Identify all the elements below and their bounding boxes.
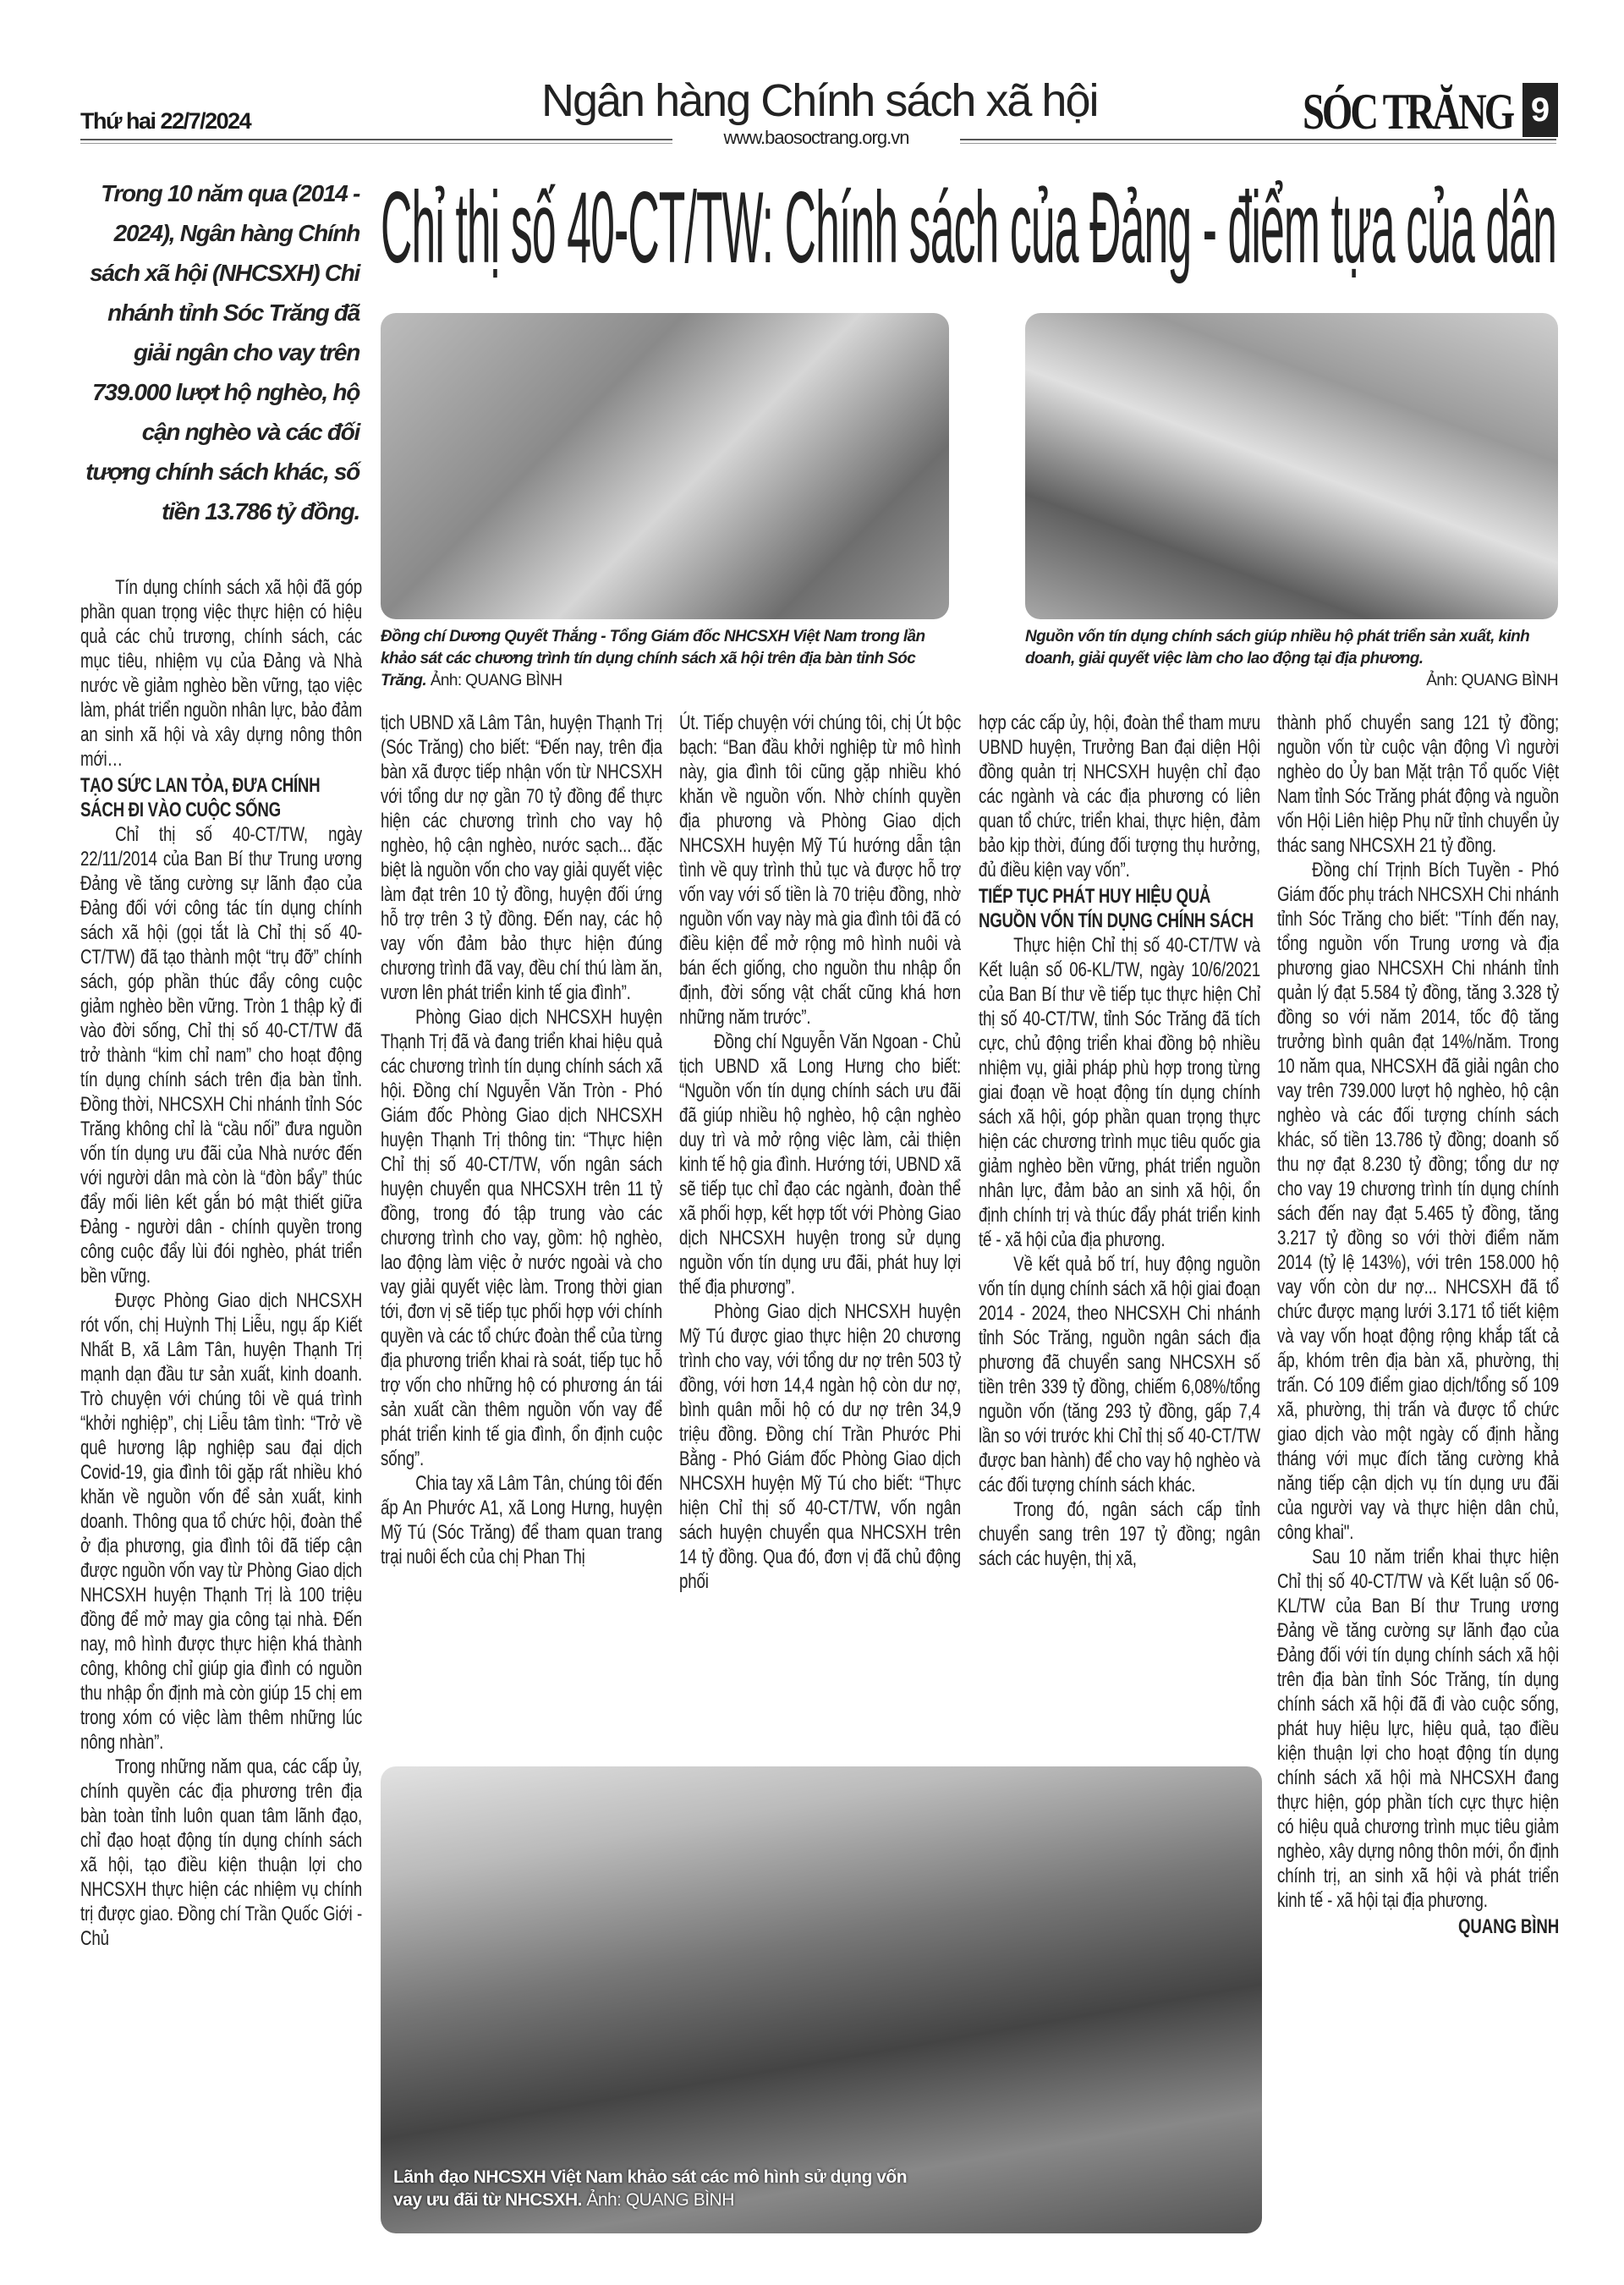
paragraph: Chỉ thị số 40-CT/TW, ngày 22/11/2014 của Ban Bí thư Trung ương Đảng về tăng cường sự lãnh đạo của Đảng đối với công tác tín dụng chính sách xã hội (gọi tắt là Chỉ thị số 40-CT/TW) đã tạo thành một “trụ đỡ” chính sách, góp phần thúc đẩy công cuộc giảm nghèo bền vững. Tròn 1 thập kỷ đi vào đời sống, Chỉ thị số 40-CT/TW đã trở thành “kim chỉ nam” cho hoạt động tín dụng chính sách trên địa bàn tỉnh. Đồng thời, NHCSXH Chi nhánh tỉnh Sóc Trăng không chỉ là “cầu nối” đưa nguồn vốn tín dụng ưu đãi của Nhà nước đến với người dân mà còn là “đòn bẩy” thúc đẩy mối liên kết gắn bó mật thiết giữa Đảng - người dân - chính quyền trong công cuộc đẩy lùi đói nghèo, phát triển bền vững. [80, 823, 362, 1288]
paragraph: Trong đó, ngân sách cấp tỉnh chuyển sang trên 197 tỷ đồng; ngân sách các huyện, thị xã, [979, 1498, 1260, 1570]
photo-meeting [381, 313, 949, 619]
photo-frog-farm-visit [381, 1766, 1262, 2233]
paragraph: tịch UBND xã Lâm Tân, huyện Thạnh Trị (Sóc Trăng) cho biết: “Đến nay, trên địa bàn xã được tiếp nhận vốn từ NHCSXH với tổng dư nợ gần 70 tỷ đồng để thực hiện các chương trình cho vay hộ nghèo, hộ cận nghèo, nước sạch... đặc biệt là nguồn vốn cho vay giải quyết việc làm đạt trên 10 tỷ đồng, huyện đối ứng hỗ trợ trên 3 tỷ đồng. Đến nay, các hộ vay vốn đảm bảo thực hiện đúng chương trình đã vay, đều chí thú làm ăn, vươn lên phát triển kinh tế gia đình”. [381, 711, 662, 1004]
author-byline: QUANG BÌNH [1457, 1915, 1559, 1938]
article-column-5 [1277, 711, 1559, 2276]
photo-credit: Ảnh: QUANG BÌNH [1426, 672, 1558, 689]
photo-credit: Ảnh: QUANG BÌNH [586, 2190, 734, 2210]
paragraph: Về kết quả bố trí, huy động nguồn vốn tín dụng chính sách xã hội giai đoạn 2014 - 2024, theo NHCSXH Chi nhánh tỉnh Sóc Trăng, nguồn ngân sách địa phương đã chuyển sang NHCSXH số tiền trên 339 tỷ đồng, chiếm 6,08%/tổng nguồn vốn (tăng 293 tỷ đồng, gấp 7,4 lần so với trước khi Chỉ thị số 40-CT/TW được ban hành) để cho vay hộ nghèo và các đối tượng chính sách khác. [979, 1253, 1260, 1497]
column-text [1277, 711, 1559, 1939]
article-column-4 [979, 711, 1260, 1763]
paragraph: Phòng Giao dịch NHCSXH huyện Thạnh Trị đã và đang triển khai hiệu quả các chương trình tín dụng chính sách xã hội. Đồng chí Nguyễn Văn Tròn - Phó Giám đốc Phòng Giao dịch NHCSXH huyện Thạnh Trị thông tin: “Thực hiện Chỉ thị số 40-CT/TW, vốn ngân sách huyện chuyển qua NHCSXH trên 11 tỷ đồng, trong đó tập trung vào các chương trình cho vay, gồm: hộ nghèo, lao động làm việc ở nước ngoài và cho vay giải quyết việc làm. Trong thời gian tới, đơn vị sẽ tiếp tục phối hợp với chính quyền và các tổ chức đoàn thể của từng địa phương triển khai rà soát, tiếp tục hỗ trợ vốn cho những hộ có phương án tái sản xuất cần thêm nguồn vốn vay để phát triển kinh tế gia đình, ổn định cuộc sống”. [381, 1006, 662, 1470]
article-title-wrap [381, 169, 1556, 288]
paragraph: Út. Tiếp chuyện với chúng tôi, chị Út bộc bạch: “Ban đầu khởi nghiệp từ mô hình này, gia đình tôi cũng gặp nhiều khó khăn về nguồn vốn. Nhờ chính quyền địa phương và Phòng Giao dịch NHCSXH huyện Mỹ Tú hướng dẫn tận tình về quy trình thủ tục và được hỗ trợ vốn vay với số tiền là 70 triệu đồng, nhờ nguồn vốn vay này mà gia đình tôi đã có điều kiện để mở rộng mô hình nuôi và bán ếch giống, cho nguồn thu nhập ổn định, đời sống vật chất cũng khá hơn những năm trước”. [679, 711, 961, 1029]
photo-loan-disbursement [1025, 313, 1558, 619]
paragraph: Đồng chí Nguyễn Văn Ngoan - Chủ tịch UBND xã Long Hưng cho biết: “Nguồn vốn tín dụng chính sách ưu đãi đã giúp nhiều hộ nghèo, hộ cận nghèo duy trì và mở rộng việc làm, cải thiện kinh tế hộ gia đình. Hướng tới, UBND xã sẽ tiếp tục chỉ đạo các ngành, đoàn thể xã phối hợp, kết hợp tốt với Phòng Giao dịch NHCSXH huyện trong sử dụng nguồn vốn tín dụng ưu đãi, phát huy lợi thế địa phương”. [679, 1030, 961, 1299]
paragraph: Phòng Giao dịch NHCSXH huyện Mỹ Tú được giao thực hiện 20 chương trình cho vay, với tổng dư nợ trên 503 tỷ đồng, với hơn 14,4 ngàn hộ còn dư nợ, bình quân mỗi hộ có dư nợ trên 34,9 triệu đồng. Đồng chí Trần Phước Phi Bằng - Phó Giám đốc Phòng Giao dịch NHCSXH huyện Mỹ Tú cho biết: “Thực hiện Chỉ thị số 40-CT/TW, vốn ngân sách huyện chuyển qua NHCSXH trên 14 tỷ đồng. Qua đó, đơn vị đã chủ động phối [679, 1300, 961, 1593]
paragraph: Đồng chí Trịnh Bích Tuyền - Phó Giám đốc phụ trách NHCSXH Chi nhánh tỉnh Sóc Trăng cho biết: "Tính đến nay, tổng nguồn vốn Trung ương và địa phương giao NHCSXH Chi nhánh tỉnh quản lý đạt 5.584 tỷ đồng, tăng 3.328 tỷ đồng so với năm 2014, tốc độ tăng trưởng bình quân đạt 14%/năm. Trong 10 năm qua, NHCSXH đã giải ngân cho vay trên 739.000 lượt hộ nghèo, hộ cận nghèo và các đối tượng chính sách khác, số tiền 13.786 tỷ đồng; doanh số thu nợ đạt 8.230 tỷ đồng; tổng dư nợ cho vay 19 chương trình tín dụng chính sách đến nay đạt 5.465 tỷ đồng, tăng 3.217 tỷ đồng so với thời điểm năm 2014 (tỷ lệ 143%), với trên 158.000 hộ vay vốn còn dư nợ... NHCSXH đã tổ chức được mạng lưới 3.171 tổ tiết kiệm và vay vốn hoạt động rộng khắp tất cả ấp, khóm trên địa bàn xã, phường, thị trấn. Có 109 điểm giao dịch/tổng số 109 xã, phường, thị trấn và được tổ chức giao dịch vào một ngày cố định hằng tháng với mục đích tăng cường khả năng tiếp cận dịch vụ tín dụng ưu đãi của người vay và thực hiện dân chủ, công khai". [1277, 859, 1559, 1544]
photo-caption-1 [381, 626, 956, 692]
paragraph: Chia tay xã Lâm Tân, chúng tôi đến ấp An Phước A1, xã Long Hưng, huyện Mỹ Tú (Sóc Trăng) để tham quan trang trại nuôi ếch của chị Phan Thị [381, 1472, 662, 1568]
newspaper-logo: SÓC TRĂNG [1303, 84, 1513, 140]
page-number: 9 [1522, 83, 1558, 137]
article-column-3 [679, 711, 961, 1761]
paragraph: Thực hiện Chỉ thị số 40-CT/TW và Kết luận số 06-KL/TW, ngày 10/6/2021 của Ban Bí thư về tiếp tục thực hiện Chỉ thị số 40-CT/TW, tỉnh Sóc Trăng đã tích cực, chủ động triển khai đồng bộ nhiều nhiệm vụ, giải pháp phù hợp trong từng giai đoạn về hoạt động tín dụng chính sách xã hội, góp phần quan trọng thực hiện các chương trình mục tiêu quốc gia giảm nghèo bền vững, phát triển nguồn nhân lực, đảm bảo an sinh xã hội, ổn định chính trị và thúc đẩy phát triển kinh tế - xã hội của địa phương. [979, 934, 1260, 1251]
subheading: TẠO SỨC LAN TỎA, ĐƯA CHÍNH SÁCH ĐI VÀO CUỘC SỐNG [80, 774, 321, 821]
paragraph: hợp các cấp ủy, hội, đoàn thể tham mưu UBND huyện, Trưởng Ban đại diện Hội đồng quản trị NHCSXH huyện chỉ đạo các ngành và các địa phương có liên quan tổ chức, triển khai, thực hiện, đảm bảo kịp thời, đúng đối tượng thụ hưởng, đủ điều kiện vay vốn”. [979, 711, 1260, 882]
column-text [979, 711, 1260, 1571]
paragraph: thành phố chuyển sang 121 tỷ đồng; nguồn vốn từ cuộc vận động Vì người nghèo do Ủy ban Mặt trận Tổ quốc Việt Nam tỉnh Sóc Trăng phát động và nguồn vốn Hội Liên hiệp Phụ nữ tỉnh chuyển ủy thác sang NHCSXH 21 tỷ đồng. [1277, 711, 1559, 857]
website-link[interactable]: www.baosoctrang.org.vn [723, 127, 909, 148]
column-text [679, 711, 961, 1594]
subheading: TIẾP TỤC PHÁT HUY HIỆU QUẢ NGUỒN VỐN TÍN DỤNG CHÍNH SÁCH [979, 885, 1254, 932]
column-text [381, 711, 662, 1569]
paragraph: Tín dụng chính sách xã hội đã góp phần quan trọng việc thực hiện có hiệu quả các chủ trương, chính sách, các mục tiêu, nhiệm vụ của Đảng và Nhà nước về giảm nghèo bền vững, tạo việc làm, phát triển nguồn nhân lực, bảo đảm an sinh xã hội và xây dựng nông thôn mới… [80, 576, 362, 771]
paragraph: Trong những năm qua, các cấp ủy, chính quyền các địa phương trên địa bàn toàn tỉnh luôn quan tâm lãnh đạo, chỉ đạo hoạt động tín dụng chính sách xã hội, tạo điều kiện thuận lợi cho NHCSXH thực hiện các nhiệm vụ chính trị được giao. Đồng chí Trần Quốc Giới - Chủ [80, 1755, 362, 1950]
photo-caption-3 [393, 2166, 935, 2211]
header-rule-left [80, 139, 672, 144]
article-column-1 [80, 575, 362, 2235]
photo-caption-2 [1025, 626, 1558, 692]
article-title: Chỉ thị số 40-CT/TW: Chính sách của Đảng - điểm tựa của dân [381, 171, 1556, 284]
paragraph: Sau 10 năm triển khai thực hiện Chỉ thị số 40-CT/TW và Kết luận số 06-KL/TW của Ban Bí thư Trung ương Đảng về tăng cường sự lãnh đạo của Đảng đối với tín dụng chính sách xã hội trên địa bàn tỉnh Sóc Trăng, tín dụng chính sách xã hội đã đi vào cuộc sống, phát huy hiệu lực, hiệu quả, tạo điều kiện thuận lợi cho hoạt động tín dụng chính sách xã hội mà NHCSXH đang thực hiện, góp phần tích cực thực hiện có hiệu quả chương trình mục tiêu giảm nghèo, xây dựng nông thôn mới, ổn định chính trị, an sinh xã hội và phát triển kinh tế - xã hội tại địa phương. [1277, 1546, 1559, 1912]
photo-credit: Ảnh: QUANG BÌNH [430, 672, 562, 689]
article-lead: Trong 10 năm qua (2014 - 2024), Ngân hàng Chính sách xã hội (NHCSXH) Chi nhánh tỉnh Sóc Trăng đã giải ngân cho vay trên 739.000 lượt hộ nghèo, hộ cận nghèo và các đối tượng chính sách khác, số tiền 13.786 tỷ đồng. [85, 180, 359, 525]
caption-text: Đồng chí Dương Quyết Thắng - Tổng Giám đốc NHCSXH Việt Nam trong lần khảo sát các chương trình tín dụng chính sách xã hội trên địa bàn tỉnh Sóc Trăng. [381, 628, 925, 689]
caption-text: Lãnh đạo NHCSXH Việt Nam khảo sát các mô hình sử dụng vốn vay ưu đãi từ NHCSXH. [393, 2167, 908, 2210]
article-column-2 [381, 711, 662, 1761]
issue-date: Thứ hai 22/7/2024 [80, 108, 251, 134]
column-text [80, 575, 362, 1951]
caption-text: Nguồn vốn tín dụng chính sách giúp nhiều hộ phát triển sản xuất, kinh doanh, giải quyết việc làm cho lao động tại địa phương. [1025, 628, 1530, 667]
paragraph: Được Phòng Giao dịch NHCSXH rót vốn, chị Huỳnh Thị Liễu, ngụ ấp Kiết Nhất B, xã Lâm Tân, huyện Thạnh Trị mạnh dạn đầu tư sản xuất, kinh doanh. Trò chuyện với chúng tôi về quá trình “khởi nghiệp”, chị Liễu tâm tình: “Trở về quê hương lập nghiệp sau đại dịch Covid-19, gia đình tôi gặp rất nhiều khó khăn về nguồn vốn để sản xuất, kinh doanh. Thông qua tổ chức hội, đoàn thể ở địa phương, gia đình tôi đã tiếp cận được nguồn vốn vay từ Phòng Giao dịch NHCSXH huyện Thạnh Trị là 100 triệu đồng để mở may gia công tại nhà. Đến nay, mô hình được thực hiện khá thành công, không chỉ giúp gia đình có nguồn thu nhập ổn định mà còn giúp 15 chị em trong xóm có việc làm thêm những lúc nông nhàn”. [80, 1289, 362, 1754]
section-title: Ngân hàng Chính sách xã hội [541, 75, 1098, 126]
